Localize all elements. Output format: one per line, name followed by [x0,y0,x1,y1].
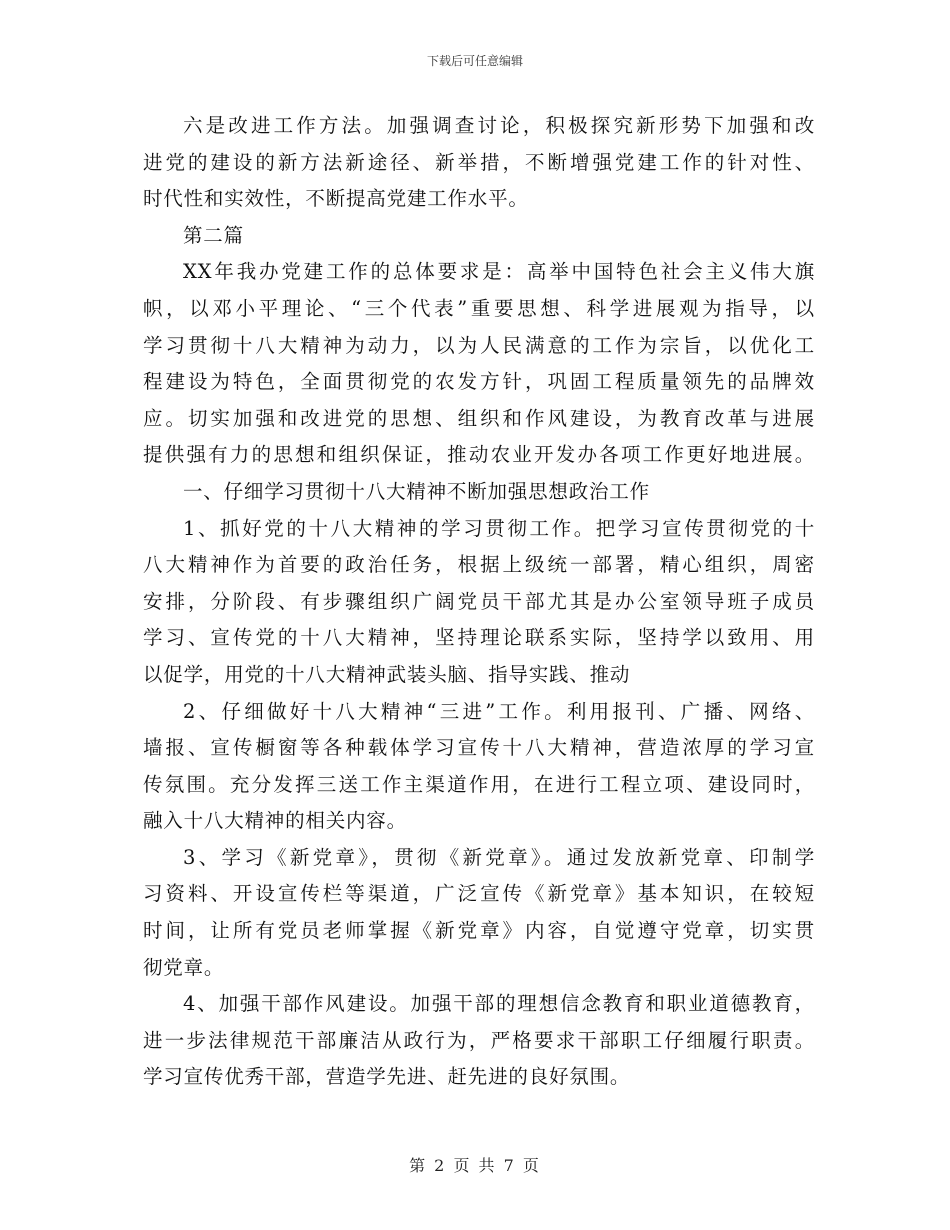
text-line: 程建设为特色，全面贯彻党的农发方针，巩固工程质量领先的品牌效 [143,370,815,394]
text-line: 习资料、开设宣传栏等渠道，广泛宣传《新党章》基本知识，在较短 [143,882,815,906]
text-line: 时间，让所有党员老师掌握《新党章》内容，自觉遵守党章，切实贯 [143,919,815,943]
text-line: 时代性和实效性，不断提高党建工作水平。 [143,187,529,211]
text-line: 学习、宣传党的十八大精神，坚持理论联系实际，坚持学以致用、用 [143,626,815,650]
document-body [143,108,815,1096]
text-line: 彻党章。 [143,955,225,979]
text-line: 一、仔细学习贯彻十八大精神不断加强思想政治工作 [183,479,650,503]
text-line: 1、抓好党的十八大精神的学习贯彻工作。把学习宣传贯彻党的十 [183,516,815,540]
text-line: 传氛围。充分发挥三送工作主渠道作用，在进行工程立项、建设同时， [143,772,815,796]
text-line: 提供强有力的思想和组织保证，推动农业开发办各项工作更好地进展。 [143,443,815,467]
text-line: XX年我办党建工作的总体要求是：高举中国特色社会主义伟大旗 [183,260,815,284]
text-line: 2、仔细做好十八大精神“三进”工作。利用报刊、广播、网络、 [183,699,815,723]
text-line: 应。切实加强和改进党的思想、组织和作风建设，为教育改革与进展 [143,406,815,430]
text-line: 4、加强干部作风建设。加强干部的理想信念教育和职业道德教育， [183,992,815,1016]
text-line: 学习宣传优秀干部，营造学先进、赶先进的良好氛围。 [143,1065,631,1089]
page-header-note: 下载后可任意编辑 [426,54,523,68]
page-number: 第 2 页 共 7 页 [409,1156,541,1175]
text-line: 安排，分阶段、有步骤组织广阔党员干部尤其是办公室领导班子成员 [143,589,815,613]
text-line: 进一步法律规范干部廉洁从政行为，严格要求干部职工仔细履行职责。 [143,1028,815,1052]
text-line: 第二篇 [183,223,244,247]
text-line: 八大精神作为首要的政治任务，根据上级统一部署，精心组织，周密 [143,553,815,577]
text-line: 六是改进工作方法。加强调查讨论，积极探究新形势下加强和改 [183,114,815,137]
text-line: 以促学，用党的十八大精神武装头脑、指导实践、推动 [143,662,631,686]
text-line: 融入十八大精神的相关内容。 [143,809,407,833]
text-line: 3、学习《新党章》，贯彻《新党章》。通过发放新党章、印制学 [183,845,815,869]
text-line: 墙报、宣传橱窗等各种载体学习宣传十八大精神，营造浓厚的学习宣 [143,736,815,760]
text-line: 进党的建设的新方法新途径、新举措，不断增强党建工作的针对性、 [143,150,815,174]
text-line: 帜，以邓小平理论、“三个代表”重要思想、科学进展观为指导，以 [143,296,815,320]
text-line: 学习贯彻十八大精神为动力，以为人民满意的工作为宗旨，以优化工 [143,333,815,357]
